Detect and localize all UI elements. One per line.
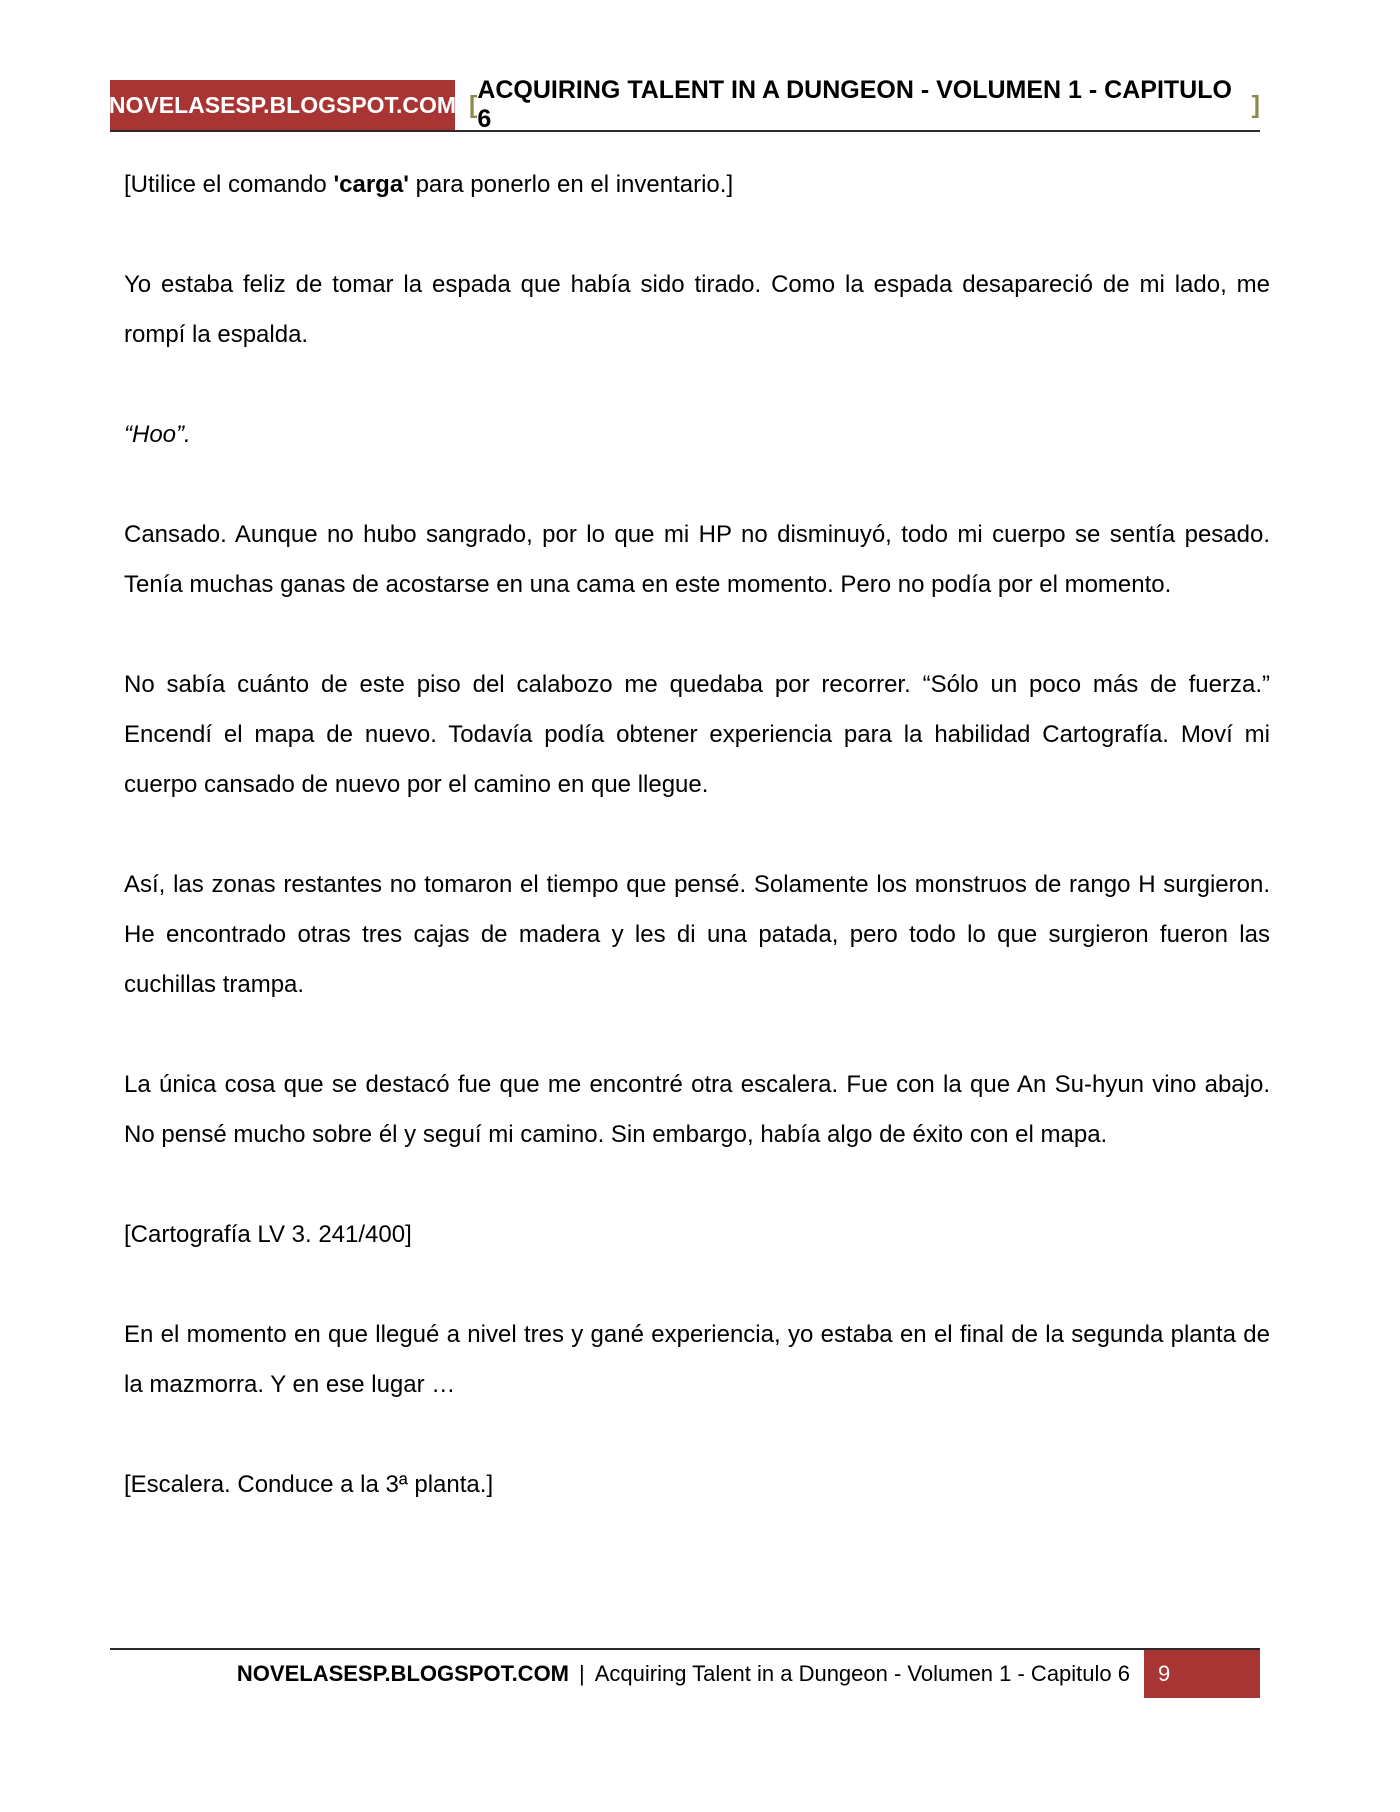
page-header: [108, 76, 1260, 133]
footer-title: Acquiring Talent in a Dungeon - Volumen 1 - Capitulo 6: [594, 1661, 1130, 1686]
document-body: [124, 160, 1270, 1560]
paragraph-3: “Hoo”.: [124, 421, 191, 448]
paragraph-6: Así, las zonas restantes no tomaron el tiempo que pensé. Solamente los monstruos de rango H surgieron. He encontrado otras tres cajas de madera y les di una patada, pero todo lo que surgieron fueron las cuchillas trampa.: [124, 871, 1270, 998]
paragraph-9: En el momento en que llegué a nivel tres y gané experiencia, yo estaba en el final de la segunda planta de la mazmorra. Y en ese lugar …: [124, 1321, 1270, 1398]
paragraph-1-post: para ponerlo en el inventario.]: [408, 171, 734, 198]
page-number: 9: [1144, 1650, 1260, 1698]
paragraph-7: La única cosa que se destacó fue que me encontré otra escalera. Fue con la que An Su-hyun vino abajo. No pensé mucho sobre él y seguí mi camino. Sin embargo, había algo de éxito con el mapa.: [124, 1071, 1270, 1148]
header-site-badge: NOVELASESP.BLOGSPOT.COM: [110, 80, 455, 130]
paragraph-4: Cansado. Aunque no hubo sangrado, por lo que mi HP no disminuyó, todo mi cuerpo se sentía pesado. Tenía muchas ganas de acostarse en una cama en este momento. Pero no podía por el momento.: [124, 521, 1270, 598]
paragraph-1-pre: [Utilice el comando: [124, 171, 334, 198]
paragraph-5: No sabía cuánto de este piso del calabozo me quedaba por recorrer. “Sólo un poco más de fuerza.” Encendí el mapa de nuevo. Todavía podía obtener experiencia para la habilidad Cartografía. Moví mi cuerpo cansado de nuevo por el camino en que llegue.: [124, 671, 1270, 798]
paragraph-10: [Escalera. Conduce a la 3ª planta.]: [124, 1471, 494, 1498]
header-title: [455, 76, 1260, 133]
header-bracket-close: ]: [1251, 90, 1260, 119]
paragraph-2: Yo estaba feliz de tomar la espada que había sido tirado. Como la espada desapareció de mi lado, me rompí la espalda.: [124, 271, 1270, 348]
paragraph-1: [124, 160, 1270, 210]
page-footer: [110, 1648, 1260, 1698]
header-title-text: ACQUIRING TALENT IN A DUNGEON - VOLUMEN 1 - CAPITULO 6: [477, 76, 1232, 133]
paragraph-8: [Cartografía LV 3. 241/400]: [124, 1221, 412, 1248]
footer-site: NOVELASESP.BLOGSPOT.COM: [236, 1661, 570, 1686]
header-bracket-open: [: [469, 90, 478, 119]
footer-text: [237, 1661, 1144, 1687]
footer-separator: |: [579, 1661, 585, 1686]
command-keyword: 'carga': [333, 171, 409, 198]
